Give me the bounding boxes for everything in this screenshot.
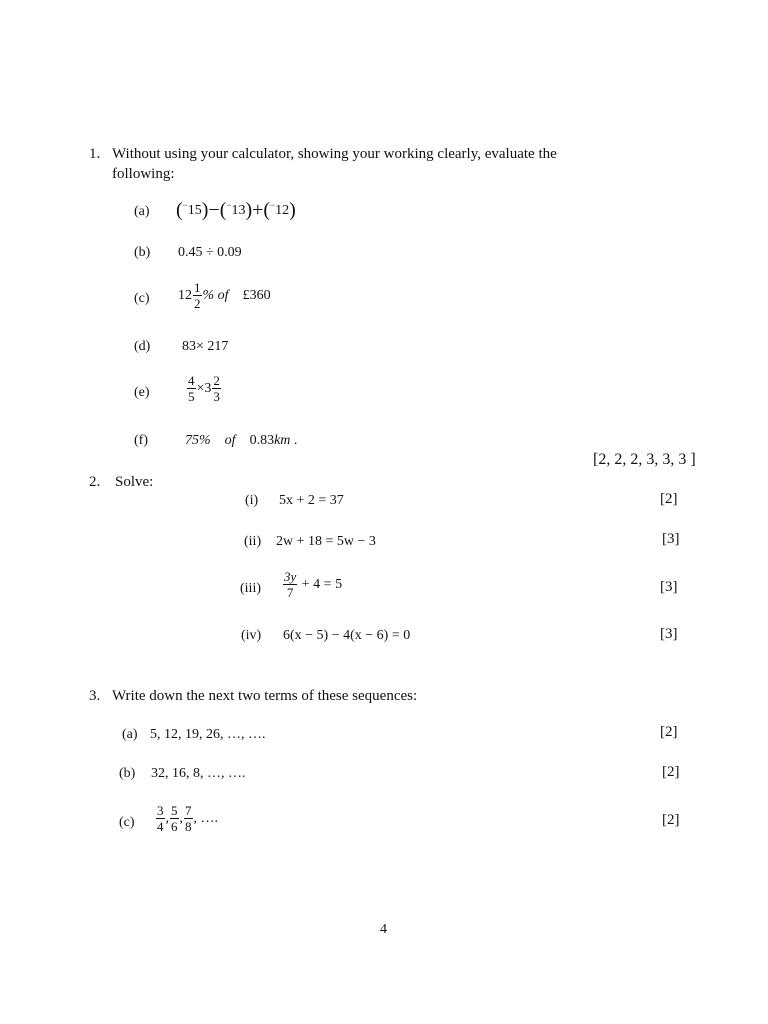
q2-part-ii-mark: [3] [662, 531, 680, 547]
q1-part-a-expr [176, 199, 296, 222]
q3-number: 3. [89, 688, 101, 704]
denominator: 3 [213, 389, 220, 404]
fraction [212, 374, 221, 403]
q3-part-a-label: (a) [122, 727, 138, 742]
q2-part-iv-label: (iv) [241, 628, 262, 643]
denominator: 5 [188, 389, 195, 404]
numerator: 3 [157, 803, 164, 818]
q3-part-c-label: (c) [119, 815, 135, 830]
q1-part-b-expr: 0.45 ÷ 0.09 [178, 245, 242, 260]
unit: km [274, 433, 291, 448]
times-whole: ×3 [196, 380, 212, 396]
q1-text-line2: following: [112, 166, 175, 182]
q3-part-b-label: (b) [119, 766, 136, 781]
fraction [187, 374, 196, 403]
numerator: 5 [171, 803, 178, 818]
comma: , [165, 810, 169, 826]
q1-text-line1: Without using your calculator, showing your working clearly, evaluate the [112, 146, 557, 162]
period: . [293, 433, 298, 448]
q3-part-c-expr [155, 804, 218, 833]
paren: ) [289, 199, 296, 221]
q2-part-i-mark: [2] [660, 491, 678, 507]
neg-sign: − [270, 200, 276, 210]
q2-part-i-label: (i) [245, 493, 259, 508]
equation-rest: + 4 = 5 [301, 576, 343, 592]
q2-part-ii-expr: 2w + 18 = 5w − 3 [276, 534, 376, 549]
q2-part-iv-mark: [3] [660, 626, 678, 642]
q2-part-iv-expr: 6(x − 5) − 4(x − 6) = 0 [283, 628, 411, 643]
value: 15 [187, 203, 202, 218]
percent: 75% [185, 433, 211, 448]
q3-text: Write down the next two terms of these sequences: [112, 688, 418, 704]
q2-part-iii-mark: [3] [660, 579, 678, 595]
value: 13 [231, 203, 246, 218]
q1-number: 1. [89, 146, 101, 162]
denominator: 8 [185, 819, 192, 834]
denominator: 7 [286, 585, 294, 600]
q3-part-b-expr: 32, 16, 8, …, …. [151, 766, 246, 781]
q2-part-ii-label: (ii) [244, 534, 262, 549]
fraction [170, 804, 179, 833]
paren: ( [176, 199, 183, 221]
q2-number: 2. [89, 474, 101, 490]
amount: £360 [242, 287, 271, 303]
q1-part-e-label: (e) [134, 385, 150, 400]
denominator: 4 [157, 819, 164, 834]
fraction [193, 281, 202, 310]
q1-part-a-label: (a) [134, 204, 150, 219]
q1-marks: [2, 2, 2, 3, 3, 3 ] [593, 451, 696, 468]
numerator: 2 [213, 373, 220, 388]
q3-part-a-mark: [2] [660, 724, 678, 740]
of-word: of [224, 433, 236, 448]
denominator: 6 [171, 819, 178, 834]
q1-part-c-label: (c) [134, 291, 150, 306]
numerator: 3y [284, 569, 297, 584]
numerator: 7 [185, 803, 192, 818]
neg-sign: − [226, 200, 232, 210]
denominator: 2 [194, 296, 201, 311]
neg-sign: − [182, 200, 188, 210]
numerator: 1 [194, 280, 201, 295]
fraction [283, 570, 297, 599]
comma: , [179, 810, 183, 826]
value: 12 [275, 203, 290, 218]
q2-part-iii-expr [282, 570, 342, 599]
q3-part-a-expr: 5, 12, 19, 26, …, …. [150, 727, 266, 742]
q1-part-d-label: (d) [134, 339, 151, 354]
q3-part-c-mark: [2] [662, 812, 680, 828]
page-number: 4 [380, 922, 387, 937]
q2-part-iii-label: (iii) [240, 581, 261, 596]
whole-number: 12 [178, 287, 192, 303]
value: 0.83 [249, 433, 275, 448]
q3-part-b-mark: [2] [662, 764, 680, 780]
numerator: 4 [188, 373, 195, 388]
ellipsis: , …. [193, 810, 218, 826]
q1-part-f-label: (f) [134, 433, 148, 448]
q2-part-i-expr: 5x + 2 = 37 [279, 493, 344, 508]
operator: )−( [201, 199, 227, 221]
q1-part-e-expr [186, 374, 222, 403]
of-word: of [217, 287, 229, 303]
q2-text: Solve: [115, 474, 154, 490]
q1-part-b-label: (b) [134, 245, 151, 260]
fraction [184, 804, 193, 833]
operator: )+( [245, 199, 271, 221]
percent-sign: % [202, 287, 215, 303]
q1-part-c-expr [178, 281, 271, 310]
fraction [156, 804, 165, 833]
q1-part-f-expr [185, 433, 297, 449]
q1-part-d-expr: 83× 217 [182, 339, 229, 354]
